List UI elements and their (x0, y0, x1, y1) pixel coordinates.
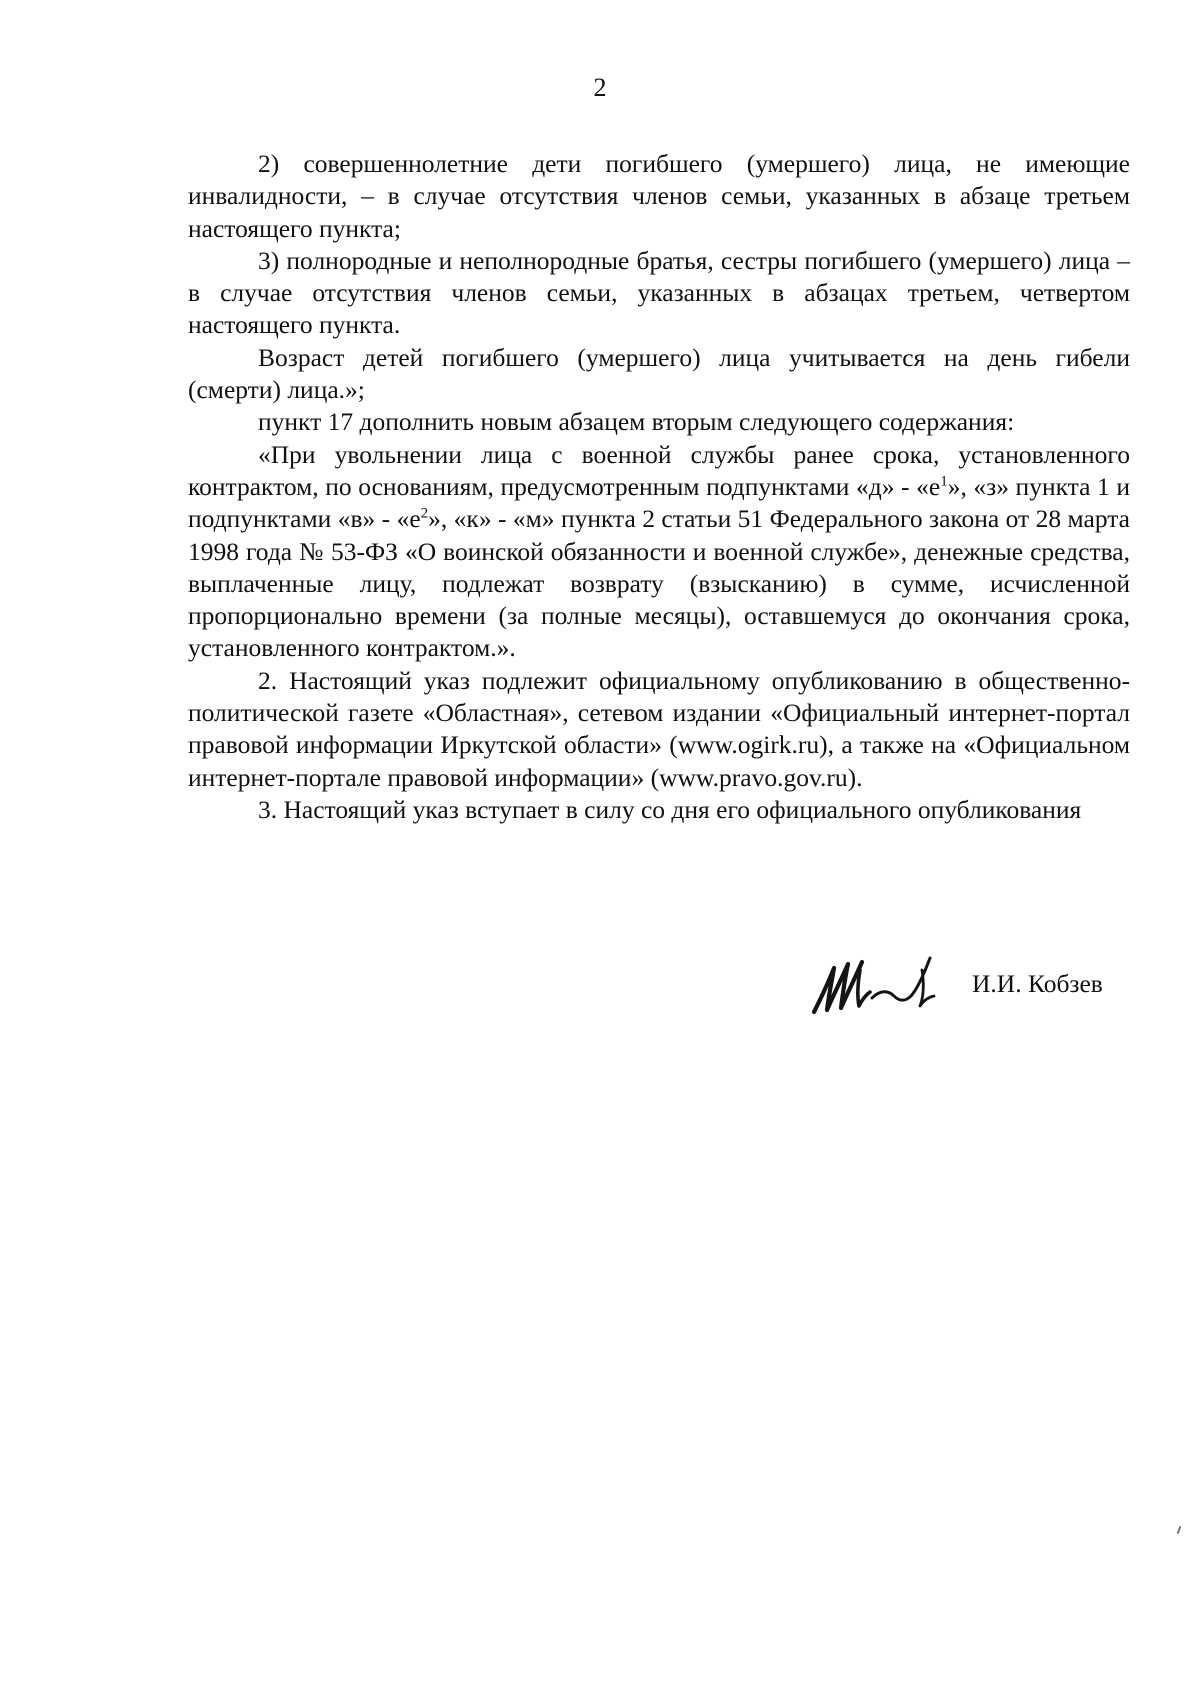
superscript: 1 (940, 473, 948, 490)
text-run: 3. Настоящий указ вступает в силу со дня его официального опубликования (258, 794, 1082, 824)
text-run: пункт 17 дополнить новым абзацем вторым следующего содержания: (258, 407, 1015, 437)
margin-pen-mark (1177, 1526, 1182, 1534)
text-run: 2. Настоящий указ подлежит официальному опубликованию в общественно-политической газете «Областная», сетевом издании «Официальный интернет-портал правовой информации Иркутской области» (www.ogirk.ru), а также на «Официальном интернет-портале правовой информации» (www.pravo.gov.ru). (188, 665, 1130, 792)
superscript: 2 (420, 505, 429, 522)
paragraph-point-17-intro (188, 406, 1130, 438)
paragraph-section-2 (188, 665, 1130, 794)
text-run: 3) полнородные и неполнородные братья, сестры погибшего (умершего) лица – в случае отсутствия членов семьи, указанных в абзацах третьем, четвертом настоящего пункта. (188, 245, 1130, 340)
text-run: Возраст детей погибшего (умершего) лица учитывается на день гибели (смерти) лица.»; (188, 342, 1130, 405)
page-number: 2 (593, 73, 607, 102)
paragraph-item-3 (188, 245, 1130, 342)
text-run: «При увольнении лица с военной службы ранее срока, установленного контрактом, по основаниям, предусмотренным подпунктами «д» - «е (188, 439, 1130, 501)
paragraph-age-note (188, 342, 1130, 407)
paragraph-point-17-text (188, 439, 1130, 665)
paragraph-section-3 (188, 794, 1130, 826)
document-body (188, 148, 1130, 826)
text-run: », «з» пункта 1 и подпунктами «в» - «е (188, 471, 1130, 534)
text-run: », «к» - «м» пункта 2 статьи 51 Федерального закона от 28 марта 1998 года № 53-ФЗ «О воинской обязанности и военной службе», денежные средства, выплаченные лицу, подлежат возврату (взысканию) в сумме, исчисленной пропорционально времени (за полные месяцы), оставшемуся до окончания срока, установленного контрактом.». (188, 504, 1131, 663)
signature-block (810, 948, 1140, 1020)
signer-name: И.И. Кобзев (972, 969, 1103, 998)
handwritten-signature (810, 948, 960, 1020)
paragraph-item-2 (188, 148, 1130, 245)
text-run: 2) совершеннолетние дети погибшего (умершего) лица, не имеющие инвалидности, – в случае отсутствия членов семьи, указанных в абзаце третьем настоящего пункта; (188, 149, 1130, 243)
